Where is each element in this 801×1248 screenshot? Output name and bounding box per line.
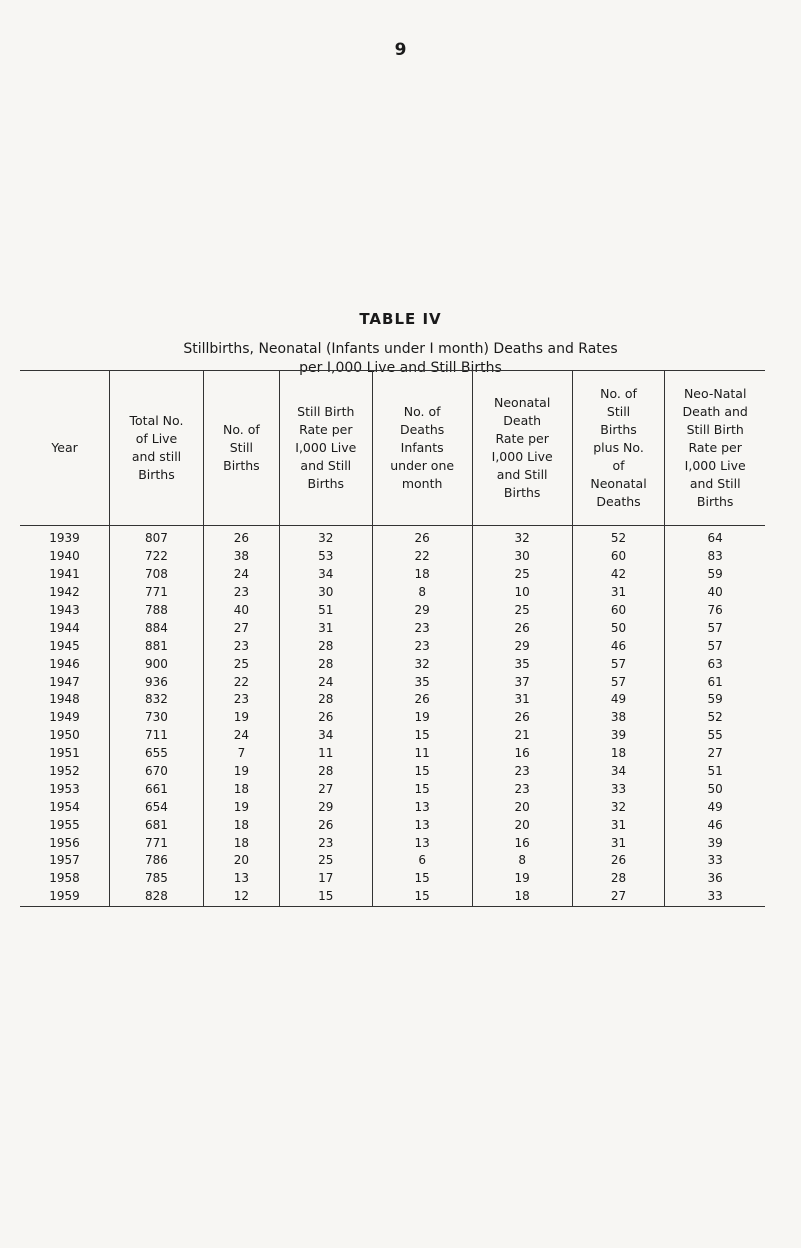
neonatal-death-rate-cell: 21 — [472, 727, 572, 745]
still-births-cell: 23 — [203, 691, 279, 709]
table-row — [20, 888, 765, 906]
still-birth-rate-cell: 34 — [279, 727, 372, 745]
year-cell: 1953 — [49, 781, 80, 796]
still-births-cell: 18 — [203, 780, 279, 798]
table-row — [20, 548, 765, 566]
table-row — [20, 780, 765, 798]
total-births-cell: 681 — [110, 816, 204, 834]
neonatal-death-rate-cell: 29 — [472, 637, 572, 655]
column-header-neonatal-death-rate: Neonatal Death Rate per I,000 Live and Still Births — [472, 371, 572, 526]
year-cell: 1948 — [49, 692, 80, 707]
still-birth-rate-cell: 26 — [279, 816, 372, 834]
combined-rate-cell: 46 — [665, 816, 765, 834]
combined-rate-cell: 39 — [665, 834, 765, 852]
total-births-cell: 654 — [110, 798, 204, 816]
page-number: 9 — [394, 40, 407, 60]
neonatal-deaths-cell: 15 — [372, 870, 472, 888]
year-cell: 1959 — [20, 888, 110, 906]
still-births-cell: 7 — [203, 745, 279, 763]
neonatal-deaths-cell: 15 — [372, 888, 472, 906]
still-births-cell: 40 — [203, 602, 279, 620]
total-births-cell: 884 — [110, 619, 204, 637]
total-births-cell: 670 — [110, 763, 204, 781]
still-births-cell: 12 — [203, 888, 279, 906]
combined-rate-cell: 33 — [665, 888, 765, 906]
column-header-combined-count: No. of Still Births plus No. of Neonatal Deaths — [572, 371, 665, 526]
combined-rate-cell: 63 — [665, 655, 765, 673]
still-birth-rate-cell: 26 — [279, 709, 372, 727]
combined-count-cell: 31 — [572, 584, 665, 602]
year-cell: 1943 — [49, 603, 80, 617]
total-births-cell: 828 — [110, 888, 204, 906]
neonatal-death-rate-cell: 8 — [472, 852, 572, 870]
still-birth-rate-cell: 34 — [279, 566, 372, 584]
combined-count-cell: 33 — [572, 780, 665, 798]
neonatal-death-rate-cell: 37 — [472, 673, 572, 691]
combined-count-cell: 28 — [572, 870, 665, 888]
combined-count-cell: 57 — [572, 655, 665, 673]
neonatal-deaths-cell: 19 — [372, 709, 472, 727]
neonatal-deaths-cell: 6 — [372, 852, 472, 870]
still-birth-rate-cell: 27 — [279, 780, 372, 798]
neonatal-death-rate-cell: 16 — [472, 745, 572, 763]
table-row — [20, 566, 765, 584]
year-cell: 1941 — [49, 567, 80, 582]
still-birth-rate-cell: 28 — [279, 691, 372, 709]
table-row — [20, 526, 765, 548]
neonatal-death-rate-cell: 26 — [472, 619, 572, 637]
total-births-cell: 661 — [110, 780, 204, 798]
total-births-cell: 936 — [110, 673, 204, 691]
combined-count-cell: 60 — [572, 602, 665, 620]
total-births-cell: 730 — [110, 709, 204, 727]
year-cell: 1951 — [49, 746, 80, 761]
header-row — [20, 371, 765, 526]
year-cell: 1957 — [49, 853, 80, 868]
combined-rate-cell: 59 — [665, 566, 765, 584]
still-births-cell: 24 — [203, 566, 279, 584]
table-row — [20, 584, 765, 602]
neonatal-death-rate-cell: 26 — [472, 709, 572, 727]
combined-count-cell: 49 — [572, 691, 665, 709]
column-header-total-births: Total No. of Live and still Births — [110, 371, 204, 526]
combined-count-cell: 42 — [572, 566, 665, 584]
still-births-cell: 26 — [203, 526, 279, 548]
total-births-cell: 711 — [110, 727, 204, 745]
year-cell: 1952 — [49, 764, 80, 779]
column-header-year: Year — [20, 371, 110, 526]
year-cell: 1947 — [49, 674, 80, 689]
neonatal-death-rate-cell: 25 — [472, 602, 572, 620]
column-header-still-births: No. of Still Births — [203, 371, 279, 526]
combined-count-cell: 52 — [572, 526, 665, 548]
neonatal-deaths-cell: 35 — [372, 673, 472, 691]
still-births-cell: 18 — [203, 816, 279, 834]
neonatal-death-rate-cell: 10 — [472, 584, 572, 602]
year-cell: 1949 — [49, 710, 80, 725]
neonatal-deaths-cell: 26 — [372, 526, 472, 548]
still-births-cell: 27 — [203, 619, 279, 637]
combined-rate-cell: 40 — [665, 584, 765, 602]
column-header-combined-rate: Neo-Natal Death and Still Birth Rate per I,000 Live and Still Births — [665, 371, 765, 526]
still-birth-rate-cell: 24 — [279, 673, 372, 691]
still-births-cell: 19 — [203, 709, 279, 727]
table-row — [20, 727, 765, 745]
table-row — [20, 655, 765, 673]
combined-count-cell: 27 — [572, 888, 665, 906]
neonatal-death-rate-cell: 20 — [472, 798, 572, 816]
still-births-cell: 38 — [203, 548, 279, 566]
statistics-table — [20, 370, 765, 907]
neonatal-death-rate-cell: 18 — [472, 888, 572, 906]
total-births-cell: 655 — [110, 745, 204, 763]
year-cell: 1945 — [49, 638, 80, 653]
total-births-cell: 786 — [110, 852, 204, 870]
total-births-cell: 722 — [110, 548, 204, 566]
table-row — [20, 763, 765, 781]
total-births-cell: 788 — [110, 602, 204, 620]
still-birth-rate-cell: 29 — [279, 798, 372, 816]
combined-rate-cell: 51 — [665, 763, 765, 781]
combined-count-cell: 38 — [572, 709, 665, 727]
combined-count-cell: 39 — [572, 727, 665, 745]
neonatal-deaths-cell: 29 — [372, 602, 472, 620]
combined-count-cell: 50 — [572, 619, 665, 637]
year-cell: 1955 — [49, 817, 80, 832]
total-births-cell: 771 — [110, 584, 204, 602]
total-births-cell: 807 — [110, 526, 204, 548]
neonatal-death-rate-cell: 32 — [472, 526, 572, 548]
still-births-cell: 20 — [203, 852, 279, 870]
still-birth-rate-cell: 23 — [279, 834, 372, 852]
table-row — [20, 745, 765, 763]
table-row — [20, 637, 765, 655]
table-row — [20, 852, 765, 870]
neonatal-death-rate-cell: 19 — [472, 870, 572, 888]
still-births-cell: 25 — [203, 655, 279, 673]
neonatal-deaths-cell: 22 — [372, 548, 472, 566]
year-cell: 1954 — [49, 799, 80, 814]
year-cell: 1944 — [49, 620, 80, 635]
subtitle-line-1: Stillbirths, Neonatal (Infants under I month) Deaths and Rates — [183, 341, 618, 357]
still-births-cell: 23 — [203, 584, 279, 602]
combined-rate-cell: 55 — [665, 727, 765, 745]
total-births-cell: 900 — [110, 655, 204, 673]
neonatal-death-rate-cell: 20 — [472, 816, 572, 834]
subtitle-line-2: per I,000 Live and Still Births — [299, 360, 502, 376]
still-births-cell: 23 — [203, 637, 279, 655]
combined-rate-cell: 33 — [665, 852, 765, 870]
neonatal-deaths-cell: 23 — [372, 637, 472, 655]
table-row — [20, 691, 765, 709]
combined-rate-cell: 36 — [665, 870, 765, 888]
still-birth-rate-cell: 53 — [279, 548, 372, 566]
combined-rate-cell: 49 — [665, 798, 765, 816]
combined-count-cell: 46 — [572, 637, 665, 655]
combined-rate-cell: 64 — [665, 526, 765, 548]
year-cell: 1946 — [49, 656, 80, 671]
neonatal-death-rate-cell: 31 — [472, 691, 572, 709]
still-births-cell: 22 — [203, 673, 279, 691]
neonatal-death-rate-cell: 23 — [472, 763, 572, 781]
neonatal-death-rate-cell: 30 — [472, 548, 572, 566]
combined-rate-cell: 50 — [665, 780, 765, 798]
still-birth-rate-cell: 15 — [279, 888, 372, 906]
neonatal-deaths-cell: 8 — [372, 584, 472, 602]
table-title: TABLE IV — [359, 310, 442, 328]
neonatal-deaths-cell: 13 — [372, 816, 472, 834]
neonatal-death-rate-cell: 16 — [472, 834, 572, 852]
neonatal-deaths-cell: 11 — [372, 745, 472, 763]
neonatal-death-rate-cell: 25 — [472, 566, 572, 584]
still-birth-rate-cell: 32 — [279, 526, 372, 548]
total-births-cell: 785 — [110, 870, 204, 888]
total-births-cell: 708 — [110, 566, 204, 584]
combined-rate-cell: 83 — [665, 548, 765, 566]
table-row — [20, 602, 765, 620]
neonatal-death-rate-cell: 23 — [472, 780, 572, 798]
combined-rate-cell: 59 — [665, 691, 765, 709]
neonatal-deaths-cell: 18 — [372, 566, 472, 584]
table-row — [20, 619, 765, 637]
combined-rate-cell: 52 — [665, 709, 765, 727]
combined-rate-cell: 61 — [665, 673, 765, 691]
combined-count-cell: 60 — [572, 548, 665, 566]
table-row — [20, 834, 765, 852]
combined-rate-cell: 57 — [665, 637, 765, 655]
table-row — [20, 709, 765, 727]
combined-count-cell: 26 — [572, 852, 665, 870]
total-births-cell: 881 — [110, 637, 204, 655]
neonatal-deaths-cell: 32 — [372, 655, 472, 673]
table-row — [20, 870, 765, 888]
still-births-cell: 19 — [203, 798, 279, 816]
still-birth-rate-cell: 51 — [279, 602, 372, 620]
year-cell: 1950 — [49, 728, 80, 743]
still-birth-rate-cell: 28 — [279, 637, 372, 655]
combined-rate-cell: 57 — [665, 619, 765, 637]
still-birth-rate-cell: 17 — [279, 870, 372, 888]
combined-rate-cell: 27 — [665, 745, 765, 763]
neonatal-deaths-cell: 23 — [372, 619, 472, 637]
still-births-cell: 19 — [203, 763, 279, 781]
table-row — [20, 816, 765, 834]
year-cell: 1956 — [49, 835, 80, 850]
table-row — [20, 673, 765, 691]
combined-count-cell: 31 — [572, 834, 665, 852]
year-cell: 1939 — [49, 531, 80, 546]
still-birth-rate-cell: 28 — [279, 763, 372, 781]
neonatal-death-rate-cell: 35 — [472, 655, 572, 673]
column-header-neonatal-deaths: No. of Deaths Infants under one month — [372, 371, 472, 526]
neonatal-deaths-cell: 15 — [372, 780, 472, 798]
combined-rate-cell: 76 — [665, 602, 765, 620]
column-header-still-birth-rate: Still Birth Rate per I,000 Live and Still Births — [279, 371, 372, 526]
combined-count-cell: 18 — [572, 745, 665, 763]
total-births-cell: 832 — [110, 691, 204, 709]
still-births-cell: 18 — [203, 834, 279, 852]
still-birth-rate-cell: 25 — [279, 852, 372, 870]
neonatal-deaths-cell: 13 — [372, 834, 472, 852]
still-births-cell: 24 — [203, 727, 279, 745]
combined-count-cell: 31 — [572, 816, 665, 834]
table-body — [20, 526, 765, 907]
combined-count-cell: 34 — [572, 763, 665, 781]
neonatal-deaths-cell: 26 — [372, 691, 472, 709]
total-births-cell: 771 — [110, 834, 204, 852]
year-cell: 1942 — [49, 585, 80, 600]
still-birth-rate-cell: 30 — [279, 584, 372, 602]
neonatal-deaths-cell: 15 — [372, 727, 472, 745]
year-cell: 1958 — [49, 871, 80, 886]
combined-count-cell: 57 — [572, 673, 665, 691]
neonatal-deaths-cell: 13 — [372, 798, 472, 816]
year-cell: 1940 — [49, 549, 80, 564]
still-birth-rate-cell: 11 — [279, 745, 372, 763]
combined-count-cell: 32 — [572, 798, 665, 816]
table-row — [20, 798, 765, 816]
still-birth-rate-cell: 31 — [279, 619, 372, 637]
neonatal-deaths-cell: 15 — [372, 763, 472, 781]
still-birth-rate-cell: 28 — [279, 655, 372, 673]
still-births-cell: 13 — [203, 870, 279, 888]
